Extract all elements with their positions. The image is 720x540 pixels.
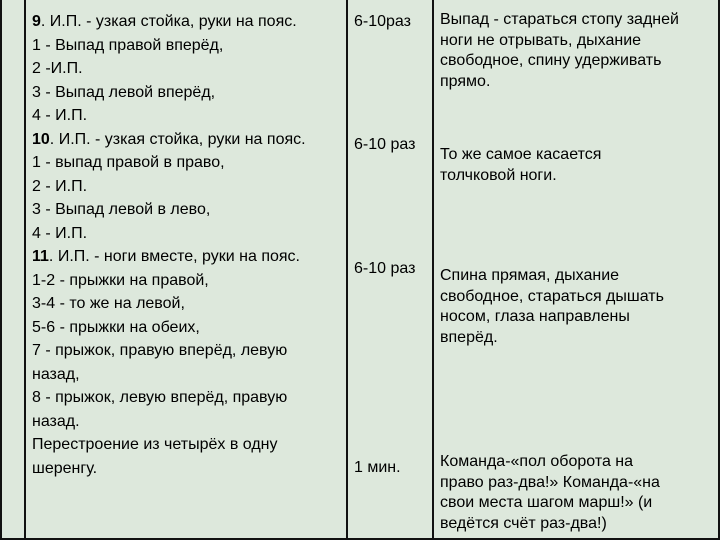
exercise-formation bbox=[32, 433, 342, 480]
exercise-title: 9. И.П. - узкая стойка, руки на пояс. bbox=[32, 13, 297, 30]
exercise-step: назад, bbox=[32, 365, 80, 383]
exercise-step: 8 - прыжок, левую вперёд, правую bbox=[32, 389, 288, 406]
exercise-step: 2 -И.П. bbox=[32, 60, 83, 77]
note-block bbox=[440, 145, 601, 186]
note-line: Спина прямая, дыхание bbox=[440, 267, 620, 284]
dosage-value: 1 мин. bbox=[354, 459, 401, 476]
exercise-step: 4 - И.П. bbox=[32, 224, 88, 242]
note-line: прямо. bbox=[440, 72, 491, 90]
note-line: свободное, спину удерживать bbox=[440, 52, 662, 69]
table-border-left bbox=[0, 0, 2, 540]
note-block bbox=[440, 10, 679, 92]
exercise-step: 3 - Выпад левой вперёд, bbox=[32, 83, 216, 101]
notes-column bbox=[440, 0, 716, 540]
exercise-step: Перестроение из четырёх в одну bbox=[32, 436, 278, 453]
exercise-step: 5-6 - прыжки на обеих, bbox=[32, 318, 200, 336]
dosage-value: 6-10 раз bbox=[354, 260, 416, 277]
note-line: Команда-«пол оборота на bbox=[440, 453, 634, 470]
column-divider bbox=[346, 0, 348, 540]
note-block bbox=[440, 452, 660, 534]
note-block bbox=[440, 266, 664, 348]
column-divider bbox=[24, 0, 26, 540]
exercise-step: 4 - И.П. bbox=[32, 107, 88, 124]
exercise-step: 7 - прыжок, правую вперёд, левую bbox=[32, 342, 288, 359]
exercise-step: 1 - выпад правой в право, bbox=[32, 154, 225, 171]
exercise-step: 3 - Выпад левой в лево, bbox=[32, 201, 211, 218]
exercise-9 bbox=[32, 10, 342, 128]
note-line: То же самое касается bbox=[440, 146, 602, 163]
note-line: носом, глаза направлены bbox=[440, 308, 630, 325]
exercise-step: 1-2 - прыжки на правой, bbox=[32, 271, 209, 289]
column-divider bbox=[432, 0, 434, 540]
exercise-title: 11. И.П. - ноги вместе, руки на пояс. bbox=[32, 248, 300, 265]
exercise-column bbox=[32, 10, 342, 480]
dosage-value: 6-10раз bbox=[354, 13, 411, 30]
note-line: свободное, стараться дышать bbox=[440, 287, 664, 305]
note-line: ноги не отрывать, дыхание bbox=[440, 31, 642, 49]
note-line: Выпад - стараться стопу задней bbox=[440, 11, 679, 28]
note-line: вперёд. bbox=[440, 328, 498, 346]
note-line: толчковой ноги. bbox=[440, 166, 557, 184]
exercise-title: 10. И.П. - узкая стойка, руки на пояс. bbox=[32, 130, 306, 148]
note-line: право раз-два!» Команда-«на bbox=[440, 473, 660, 491]
note-line: ведётся счёт раз-два!) bbox=[440, 514, 607, 532]
dosage-value: 6-10 раз bbox=[354, 136, 416, 153]
exercise-step: 2 - И.П. bbox=[32, 177, 88, 195]
exercise-step: шеренгу. bbox=[32, 459, 98, 477]
exercise-step: 3-4 - то же на левой, bbox=[32, 295, 185, 312]
exercise-step: 1 - Выпад правой вперёд, bbox=[32, 36, 224, 54]
exercise-10 bbox=[32, 128, 342, 246]
exercise-step: назад. bbox=[32, 412, 80, 430]
dosage-column bbox=[354, 0, 430, 540]
exercise-11 bbox=[32, 245, 342, 433]
note-line: свои места шагом марш!» (и bbox=[440, 494, 653, 511]
